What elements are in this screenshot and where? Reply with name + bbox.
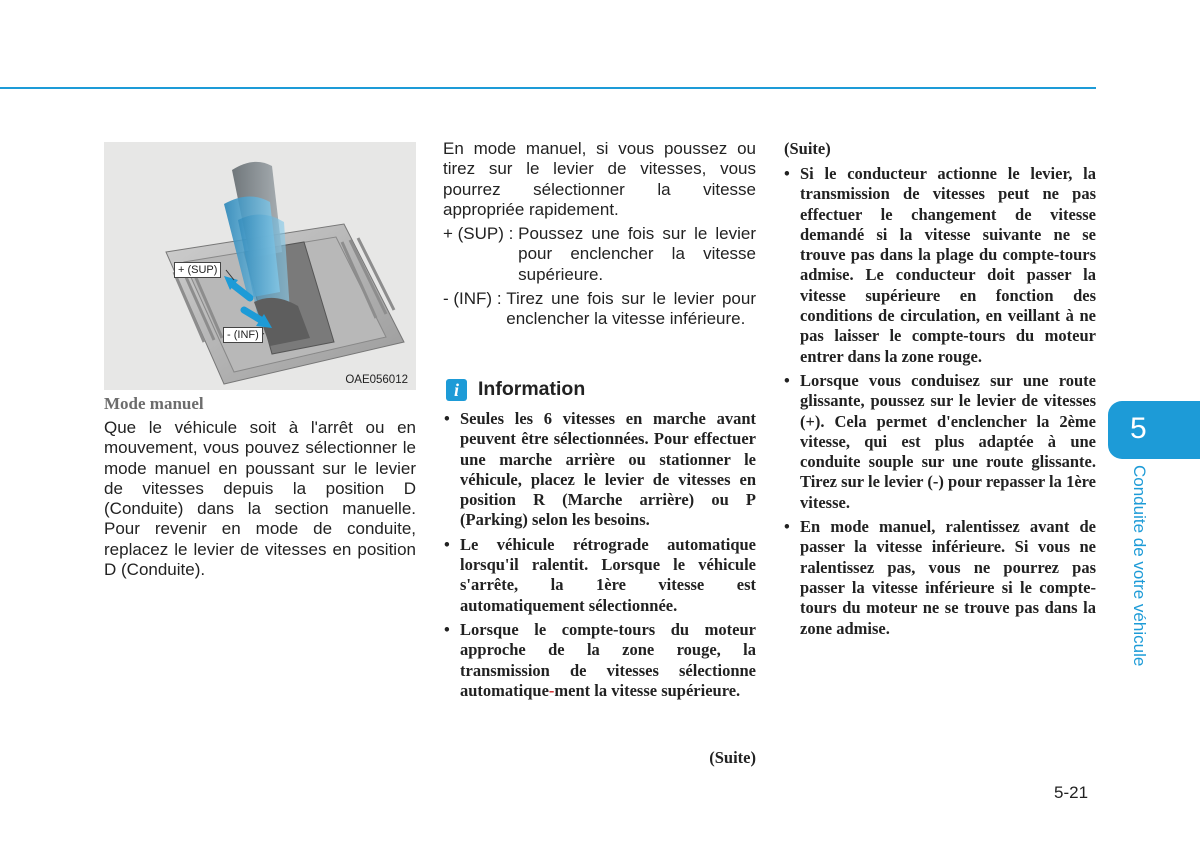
continued-list [784, 164, 1096, 643]
list-item: • Lorsque vous conduisez sur une route glissante, poussez sur le levier de vitesses (+). Cela permet d'enclencher la 2ème vitesse, qui est plus adaptée à une conduite souple sur une route glissante. Tirez sur le levier (-) pour repasser la 1ère vitesse. [784, 371, 1096, 513]
mode-manuel-paragraph: Que le véhicule soit à l'arrêt ou en mouvement, vous pouvez sélectionner le mode manuel en poussant sur le levier de vitesses depuis la position D (Conduite) dans la section manuelle. Pour revenir en mode de conduite, replacez le levier de vitesses en position D (Conduite). [104, 418, 416, 580]
gear-lever-drawing [104, 142, 416, 390]
list-item: • Seules les 6 vitesses en marche avant peuvent être sélectionnées. Pour effectuer une marche arrière ou stationner le véhicule, placez le levier de vitesses en position R (Marche arrière) ou P (Parking) selon les besoins. [444, 409, 756, 531]
information-list [444, 409, 756, 705]
definition-desc: Poussez une fois sur le levier pour enclencher la vitesse supérieure. [518, 224, 756, 284]
chapter-number: 5 [1130, 412, 1147, 445]
list-item: • Le véhicule rétrograde automatique lorsqu'il ralentit. Lorsque le véhicule s'arrête, la 1ère vitesse est automatiquement sélectionnée. [444, 535, 756, 616]
suite-label: (Suite) [709, 748, 756, 767]
list-item-text: Lorsque le compte-tours du moteur approche de la zone rouge, la transmission de vitesses sélectionne automatique [460, 619, 756, 700]
label-sup: + (SUP) [174, 262, 221, 278]
list-item-text: ment la vitesse supérieure. [554, 680, 741, 700]
info-icon: i [446, 379, 467, 401]
definition-sup [443, 224, 756, 285]
definition-term: + (SUP) : [443, 224, 519, 244]
gear-shift-illustration [104, 142, 416, 390]
column-2-intro [443, 139, 756, 330]
hyphen-mark: - [548, 680, 555, 700]
information-title: Information [478, 378, 586, 400]
information-header [446, 378, 585, 401]
suite-continued-label: (Suite) [784, 139, 831, 158]
chapter-title: Conduite de votre véhicule [1130, 465, 1149, 667]
page-number: 5-21 [1054, 783, 1089, 802]
list-item [444, 620, 756, 701]
header-rule [0, 87, 1096, 89]
definition-desc: Tirez une fois sur le levier pour enclencher la vitesse inférieure. [506, 289, 756, 329]
figure-caption: Mode manuel [104, 394, 204, 413]
chapter-tab [1108, 401, 1200, 459]
label-inf: - (INF) [223, 327, 263, 343]
figure-code: OAE056012 [345, 374, 408, 386]
list-item: • En mode manuel, ralentissez avant de passer la vitesse inférieure. Si vous ne ralentissez pas, vous ne pourrez pas passer la vitesse inférieure si le compte-tours du moteur ne se trouve pas dans la zone admise. [784, 517, 1096, 639]
list-item: • Si le conducteur actionne le levier, la transmission de vitesses peut ne pas effectuer le changement de vitesse demandé si la vitesse suivante ne se trouve pas dans la plage du compte-tours admise. Le conducteur doit passer la vitesse supérieure en fonction des conditions de circulation, en veillant à ne pas laisser le compte-tours du moteur entrer dans la zone rouge. [784, 164, 1096, 367]
definition-inf [443, 289, 756, 330]
definition-term: - (INF) : [443, 289, 507, 309]
intro-paragraph: En mode manuel, si vous poussez ou tirez sur le levier de vitesses, vous pourrez sélectionner la vitesse appropriée rapidement. [443, 139, 756, 219]
